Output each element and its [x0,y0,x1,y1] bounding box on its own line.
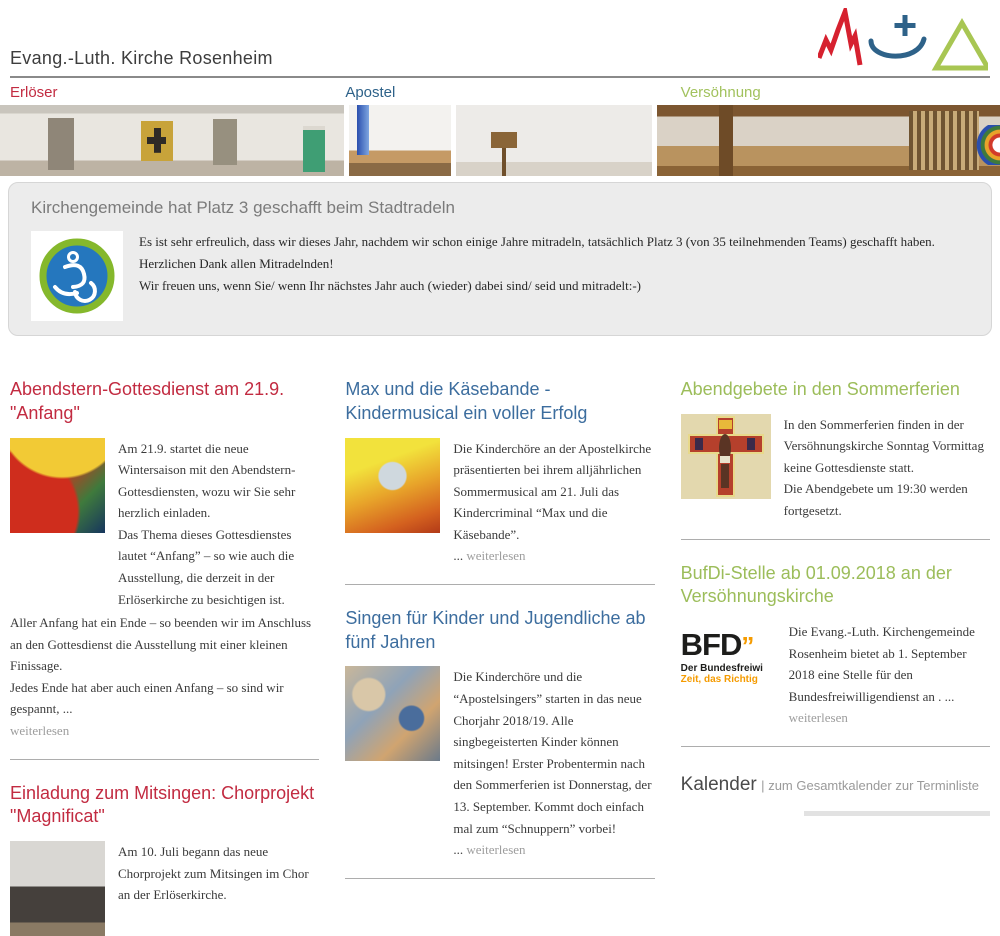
calendar-separator: | [761,778,765,794]
article-title-abendgebete[interactable]: Abendgebete in den Sommerferien [680,379,960,399]
article-text: Die Kinderchöre und die “Apostelsingers” starten in das neue Chorjahr 2018/19. Alle singbegeisterten Kinder können mitsingen! Erster Probentermin nach den Sommerferien ist Donnerstag, der 13. September. Kommt doch einfach mal zum “Schnuppern” vorbei! [453,669,652,836]
article-kaesebande [345,378,654,567]
rainbow-mural [974,125,1000,165]
read-more-link[interactable]: weiterlesen [10,723,70,739]
article-text: Die Kinderchöre an der Apostelkirche präsentierten bei ihrem alljährlichen Sommermusical am 21. Juli das Kindercriminal “Max und die Käsebande”. [453,440,652,542]
article-title-kaesebande[interactable]: Max und die Käsebande - Kindermusical ein voller Erfolg [345,379,588,423]
hymn-board [303,126,325,172]
cyclist-icon [35,235,119,317]
announcement-paragraph: Wir freuen uns, wenn Sie/ wenn Ihr nächstes Jahr auch (wieder) dabei sind/ seid und mitradelt:-) [139,278,641,294]
wood-beam [719,105,733,176]
ellipsis: ... [453,842,464,858]
relief-panel [213,119,237,165]
article-divider [681,746,990,747]
read-more-link[interactable]: weiterlesen [788,710,848,726]
article-title-singen[interactable]: Singen für Kinder und Jugendliche ab fünf Jahren [345,607,646,652]
relief-panel [48,118,74,170]
bfd-slogan: Zeit, das Richtig [680,674,758,686]
article-text: Die Evang.-Luth. Kirchengemeinde Rosenheim bietet ab 1. September 2018 eine Stelle für den Bundesfreiwilligendienst an . ... [788,624,975,704]
calendar-link-gesamtkalender[interactable]: zum Gesamtkalender [768,778,892,794]
church-trio-logo-icon[interactable] [818,8,988,72]
spire-icon [819,12,860,65]
article-text: Am 10. Juli begann das neue Chorprojekt zum Mitsingen im Chor an der Erlöserkirche. [118,844,309,903]
read-more-link[interactable]: weiterlesen [466,548,526,564]
article-text: Am 21.9. startet die neue Wintersaison mit den Abendstern-Gottesdiensten, wozu wir Sie sehr herzlich einladen. [118,440,296,521]
article-text: In den Sommerferien finden in der Versöhnungskirche Sonntag Vormittag keine Gottesdienste statt. [783,416,984,475]
page-title: Evang.-Luth. Kirche Rosenheim [10,48,273,68]
calendar-section [681,774,990,816]
banner-strip [0,105,1000,176]
blue-window [357,105,369,155]
article-text: Das Thema dieses Gottesdienstes lautet “Anfang” – so wie auch die Ausstellung, die derzeit in der Erlöserkirche zu besichtigen ist. [118,526,295,607]
bfd-logo[interactable] [681,621,776,697]
lectern [491,132,517,148]
article-divider [681,539,990,540]
article-singen [345,607,654,861]
boat-icon [871,39,924,56]
kaesebande-thumbnail[interactable] [345,438,440,533]
bfd-quote-mark-icon: ” [741,631,754,662]
cross-icon [895,15,916,36]
banner-photo-apostel [349,105,451,176]
article-abendgebete [681,378,990,522]
article-divider [345,584,654,585]
announcement-title: Kirchengemeinde hat Platz 3 geschafft beim Stadtradeln [31,198,456,217]
announcement-box [8,182,992,336]
nav-link-apostel[interactable]: Apostel [345,84,396,101]
kinder-thumbnail[interactable] [345,666,440,761]
calendar-widget-top [804,811,990,816]
main-nav [0,78,1000,104]
article-divider [10,759,319,760]
calendar-title: Kalender [680,774,757,796]
article-abendstern [10,378,319,742]
article-text: Die Abendgebete um 19:30 werden fortgesetzt. [783,481,968,519]
calendar-link-terminliste[interactable]: zur Terminliste [895,778,979,794]
news-columns [0,378,1000,936]
san-damiano-cross-thumbnail[interactable] [681,414,771,499]
bfd-wordmark: BFD [680,627,742,663]
bfd-subline: Der Bundesfreiwi [680,663,763,675]
nav-link-versoehnung[interactable]: Versöhnung [680,84,761,101]
banner-photo-lectern [456,105,652,176]
chor-thumbnail[interactable] [10,841,105,936]
article-title-bufdi[interactable]: BufDi-Stelle ab 01.09.2018 an der Versöhnungskirche [680,562,952,607]
stadtradeln-logo[interactable] [31,231,123,321]
article-title-magnificat[interactable]: Einladung zum Mitsingen: Chorprojekt "Magnificat" [10,782,315,827]
altar-cross [141,121,173,161]
article-text: Jedes Ende hat aber auch einen Anfang – so sind wir gespannt, ... [10,679,284,717]
triangle-icon [936,23,988,68]
ellipsis: ... [453,548,464,564]
abendstern-thumbnail[interactable] [10,438,105,533]
article-magnificat [10,782,319,936]
organ-pipes [909,111,979,171]
banner-photo-erloeser [0,105,344,176]
article-divider [345,878,654,879]
nav-link-erloeser[interactable]: Erlöser [10,84,58,101]
column-erloeser [10,378,319,936]
article-bufdi [681,562,990,729]
banner-photo-versoehnung [657,105,1000,176]
announcement-text [139,231,975,321]
header [0,0,1000,69]
column-apostel [345,378,654,936]
article-title-abendstern[interactable]: Abendstern-Gottesdienst am 21.9. "Anfang" [10,379,285,423]
column-versoehnung [681,378,990,936]
article-text: Aller Anfang hat ein Ende – so beenden wir im Anschluss an den Gottesdienst die Ausstellung mit einer kleinen Finissage. [10,615,312,674]
announcement-paragraph: Es ist sehr erfreulich, dass wir dieses Jahr, nachdem wir schon einige Jahre mitradeln, tatsächlich Platz 3 (von 35 teilnehmenden Teams) geschafft haben. Herzlichen Dank allen Mitradelnden! [139,234,935,272]
read-more-link[interactable]: weiterlesen [466,842,526,858]
